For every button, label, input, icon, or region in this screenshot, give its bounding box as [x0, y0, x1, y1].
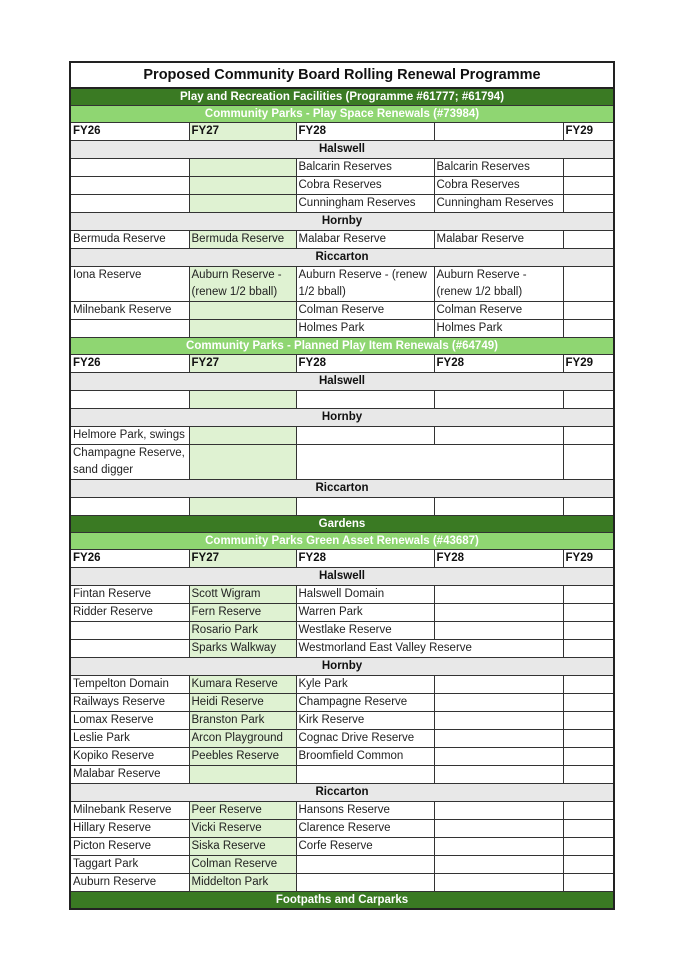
table-cell	[563, 712, 614, 730]
table-cell	[70, 391, 189, 409]
group-row	[70, 658, 614, 676]
table-cell	[434, 498, 563, 516]
table-cell	[563, 159, 614, 177]
table-cell	[434, 856, 563, 874]
table-cell	[563, 586, 614, 604]
table-cell: Picton Reserve	[70, 838, 189, 856]
table-row	[70, 856, 614, 874]
programme-heading: Community Parks Green Asset Renewals (#43687)	[70, 533, 614, 550]
table-cell	[434, 748, 563, 766]
table-row	[70, 766, 614, 784]
table-cell	[563, 231, 614, 249]
area-heading: Hornby	[70, 658, 614, 676]
table-cell: Westmorland East Valley Reserve	[296, 640, 563, 658]
table-cell	[563, 622, 614, 640]
header-row	[70, 355, 614, 373]
table-cell: Holmes Park	[434, 320, 563, 338]
table-cell	[563, 320, 614, 338]
section-heading: Play and Recreation Facilities (Programme #61777; #61794)	[70, 88, 614, 106]
table-cell: Auburn Reserve - (renew 1/2 bball)	[296, 267, 434, 302]
section-heading: Gardens	[70, 516, 614, 533]
table-cell	[563, 302, 614, 320]
group-row	[70, 480, 614, 498]
table-cell	[563, 802, 614, 820]
table-cell	[563, 820, 614, 838]
table-cell: Railways Reserve	[70, 694, 189, 712]
table-cell	[563, 856, 614, 874]
area-heading: Riccarton	[70, 249, 614, 267]
table-cell: Helmore Park, swings	[70, 427, 189, 445]
column-header: FY27	[189, 355, 296, 373]
table-row	[70, 427, 614, 445]
section-row	[70, 516, 614, 533]
group-row	[70, 373, 614, 391]
table-cell: Auburn Reserve	[70, 874, 189, 892]
column-header: FY26	[70, 550, 189, 568]
table-cell: Bermuda Reserve	[70, 231, 189, 249]
table-cell	[434, 586, 563, 604]
table-cell: Kopiko Reserve	[70, 748, 189, 766]
table-cell: Balcarin Reserves	[434, 159, 563, 177]
table-cell: Taggart Park	[70, 856, 189, 874]
sub-row	[70, 106, 614, 123]
column-header: FY26	[70, 355, 189, 373]
area-heading: Hornby	[70, 409, 614, 427]
table-cell: Broomfield Common	[296, 748, 434, 766]
table-cell: Champagne Reserve	[296, 694, 434, 712]
column-header: FY29	[563, 550, 614, 568]
programme-heading: Community Parks - Planned Play Item Renewals (#64749)	[70, 338, 614, 355]
table-cell	[189, 320, 296, 338]
table-cell: Colman Reserve	[434, 302, 563, 320]
table-cell: Hansons Reserve	[296, 802, 434, 820]
table-cell: Peer Reserve	[189, 802, 296, 820]
table-cell: Iona Reserve	[70, 267, 189, 302]
table-cell: Leslie Park	[70, 730, 189, 748]
table-cell: Balcarin Reserves	[296, 159, 434, 177]
table-cell	[563, 838, 614, 856]
table-cell: Milnebank Reserve	[70, 302, 189, 320]
table-cell: Malabar Reserve	[434, 231, 563, 249]
table-cell: Champagne Reserve, sand digger	[70, 445, 189, 480]
table-cell	[563, 676, 614, 694]
column-header: FY29	[563, 123, 614, 141]
table-cell: Colman Reserve	[189, 856, 296, 874]
table-cell: Ridder Reserve	[70, 604, 189, 622]
table-cell: Halswell Domain	[296, 586, 434, 604]
header-row	[70, 550, 614, 568]
table-cell	[189, 159, 296, 177]
table-row	[70, 730, 614, 748]
table-cell: Holmes Park	[296, 320, 434, 338]
table-cell: Kyle Park	[296, 676, 434, 694]
section-heading: Footpaths and Carparks	[70, 892, 614, 910]
table-cell: Clarence Reserve	[296, 820, 434, 838]
table-cell	[434, 766, 563, 784]
table-cell: Cobra Reserves	[296, 177, 434, 195]
table-cell: Warren Park	[296, 604, 434, 622]
table-cell	[563, 694, 614, 712]
column-header: FY28	[296, 123, 434, 141]
table-cell	[296, 427, 434, 445]
table-cell	[563, 640, 614, 658]
table-cell	[563, 391, 614, 409]
group-row	[70, 409, 614, 427]
sub-row	[70, 338, 614, 355]
column-header: FY28	[434, 550, 563, 568]
table-cell: Colman Reserve	[296, 302, 434, 320]
column-header: FY29	[563, 355, 614, 373]
table-cell	[563, 177, 614, 195]
table-row	[70, 498, 614, 516]
table-cell: Sparks Walkway	[189, 640, 296, 658]
table-cell	[70, 195, 189, 213]
table-cell	[434, 694, 563, 712]
table-cell	[434, 391, 563, 409]
table-cell	[70, 498, 189, 516]
table-cell	[563, 498, 614, 516]
table-cell	[70, 622, 189, 640]
table-cell: Tempelton Domain	[70, 676, 189, 694]
table-row	[70, 445, 614, 480]
table-cell	[434, 874, 563, 892]
group-row	[70, 141, 614, 159]
area-heading: Halswell	[70, 373, 614, 391]
table-cell: Cobra Reserves	[434, 177, 563, 195]
table-cell	[296, 498, 434, 516]
table-cell: Auburn Reserve - (renew 1/2 bball)	[189, 267, 296, 302]
area-heading: Halswell	[70, 568, 614, 586]
section-row	[70, 892, 614, 910]
table-cell: Lomax Reserve	[70, 712, 189, 730]
table-row	[70, 820, 614, 838]
group-row	[70, 784, 614, 802]
table-cell	[189, 427, 296, 445]
table-cell: Kirk Reserve	[296, 712, 434, 730]
table-cell	[434, 622, 563, 640]
table-cell	[296, 445, 563, 480]
area-heading: Riccarton	[70, 480, 614, 498]
table-cell: Bermuda Reserve	[189, 231, 296, 249]
table-cell	[189, 302, 296, 320]
table-cell: Scott Wigram	[189, 586, 296, 604]
table-cell	[563, 874, 614, 892]
title-row	[70, 62, 614, 88]
table-cell	[434, 838, 563, 856]
table-cell: Hillary Reserve	[70, 820, 189, 838]
table-cell	[189, 195, 296, 213]
column-header: FY28	[296, 550, 434, 568]
table-cell: Arcon Playground	[189, 730, 296, 748]
table-cell	[70, 640, 189, 658]
header-row	[70, 123, 614, 141]
table-cell: Kumara Reserve	[189, 676, 296, 694]
column-header: FY27	[189, 550, 296, 568]
table-cell	[434, 712, 563, 730]
table-cell: Siska Reserve	[189, 838, 296, 856]
table-cell	[434, 820, 563, 838]
table-cell: Cunningham Reserves	[296, 195, 434, 213]
table-cell	[296, 391, 434, 409]
table-cell: Cognac Drive Reserve	[296, 730, 434, 748]
table-cell: Westlake Reserve	[296, 622, 434, 640]
table-cell	[296, 766, 434, 784]
table-row	[70, 694, 614, 712]
group-row	[70, 249, 614, 267]
table-row	[70, 838, 614, 856]
table-row	[70, 676, 614, 694]
table-cell	[563, 427, 614, 445]
table-cell	[189, 177, 296, 195]
page-title: Proposed Community Board Rolling Renewal Programme	[70, 62, 614, 88]
group-row	[70, 213, 614, 231]
table-cell	[70, 320, 189, 338]
table-cell: Branston Park	[189, 712, 296, 730]
table-row	[70, 320, 614, 338]
table-cell: Peebles Reserve	[189, 748, 296, 766]
table-cell: Middelton Park	[189, 874, 296, 892]
table-cell: Cunningham Reserves	[434, 195, 563, 213]
table-row	[70, 712, 614, 730]
table-cell	[70, 159, 189, 177]
table-row	[70, 604, 614, 622]
table-cell: Milnebank Reserve	[70, 802, 189, 820]
group-row	[70, 568, 614, 586]
table-cell	[189, 766, 296, 784]
table-cell	[563, 267, 614, 302]
table-cell	[434, 802, 563, 820]
table-row	[70, 586, 614, 604]
table-cell	[563, 195, 614, 213]
table-cell: Malabar Reserve	[296, 231, 434, 249]
area-heading: Halswell	[70, 141, 614, 159]
table-cell	[563, 748, 614, 766]
programme-heading: Community Parks - Play Space Renewals (#73984)	[70, 106, 614, 123]
table-cell	[296, 856, 434, 874]
table-row	[70, 302, 614, 320]
table-cell	[434, 604, 563, 622]
column-header: FY28	[296, 355, 434, 373]
table-cell	[189, 445, 296, 480]
renewal-programme-table	[69, 61, 615, 910]
table-cell	[434, 427, 563, 445]
area-heading: Hornby	[70, 213, 614, 231]
table-cell: Auburn Reserve - (renew 1/2 bball)	[434, 267, 563, 302]
table-cell	[189, 498, 296, 516]
table-cell	[296, 874, 434, 892]
table-row	[70, 640, 614, 658]
table-cell: Heidi Reserve	[189, 694, 296, 712]
table-row	[70, 195, 614, 213]
column-header: FY26	[70, 123, 189, 141]
area-heading: Riccarton	[70, 784, 614, 802]
table-cell	[189, 391, 296, 409]
table-cell	[434, 730, 563, 748]
table-row	[70, 622, 614, 640]
column-header: FY28	[434, 355, 563, 373]
table-cell: Malabar Reserve	[70, 766, 189, 784]
table-cell	[563, 604, 614, 622]
column-header	[434, 123, 563, 141]
section-row	[70, 88, 614, 106]
column-header: FY27	[189, 123, 296, 141]
table-cell	[563, 766, 614, 784]
table-row	[70, 231, 614, 249]
table-cell: Corfe Reserve	[296, 838, 434, 856]
table-row	[70, 267, 614, 302]
table-row	[70, 177, 614, 195]
table-row	[70, 391, 614, 409]
table-cell: Rosario Park	[189, 622, 296, 640]
table-row	[70, 802, 614, 820]
table-cell	[434, 676, 563, 694]
table-cell: Vicki Reserve	[189, 820, 296, 838]
table-cell	[563, 445, 614, 480]
table-row	[70, 748, 614, 766]
table-cell	[70, 177, 189, 195]
table-cell	[563, 730, 614, 748]
sub-row	[70, 533, 614, 550]
table-cell: Fern Reserve	[189, 604, 296, 622]
table-row	[70, 874, 614, 892]
table-cell: Fintan Reserve	[70, 586, 189, 604]
table-row	[70, 159, 614, 177]
